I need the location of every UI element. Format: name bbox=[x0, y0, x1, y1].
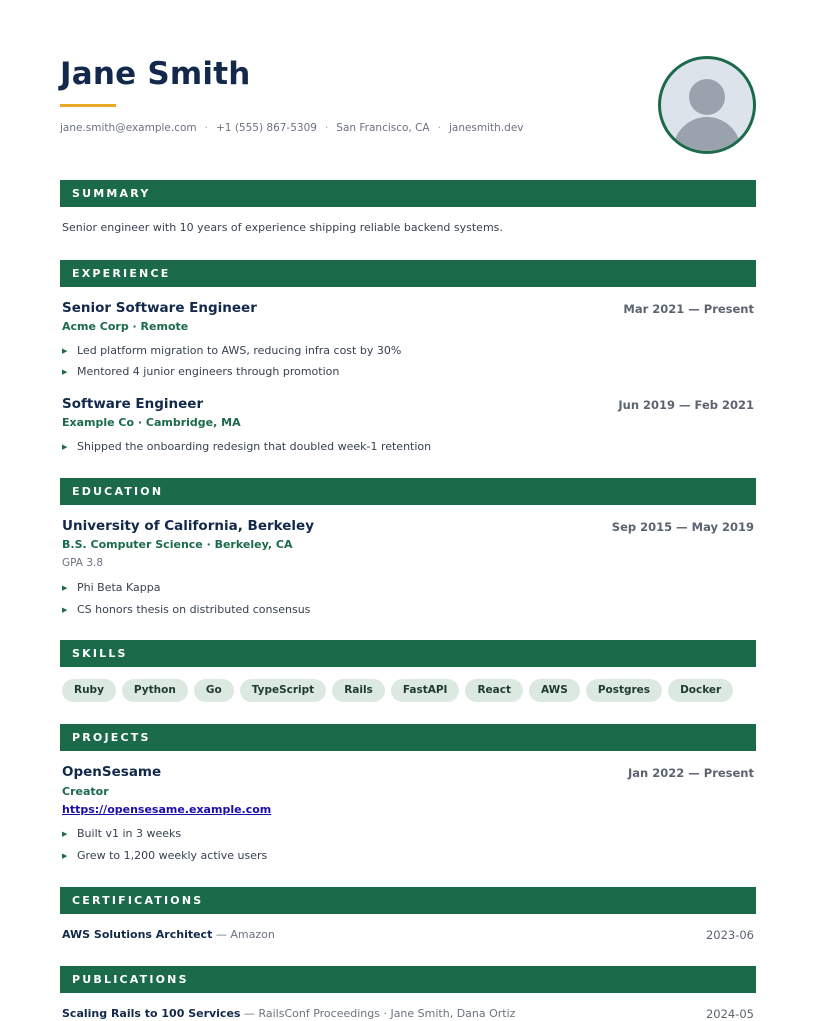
candidate-name: Jane Smith bbox=[60, 56, 251, 92]
publication-details: — RailsConf Proceedings · Jane Smith, Dana Ortiz bbox=[243, 1007, 516, 1020]
location: San Francisco, CA bbox=[336, 122, 430, 134]
project-name: OpenSesame bbox=[62, 764, 162, 780]
job-org: Acme Corp · Remote bbox=[62, 320, 189, 333]
summary-text: Senior engineer with 10 years of experience shipping reliable backend systems. bbox=[62, 221, 503, 234]
email: jane.smith@example.com bbox=[60, 122, 197, 134]
triangle-bullet-icon: ▶ bbox=[62, 606, 68, 614]
degree: B.S. Computer Science · Berkeley, CA bbox=[62, 538, 293, 551]
skill-chip: Python bbox=[122, 679, 188, 702]
skill-chip: FastAPI bbox=[391, 679, 460, 702]
resume-header bbox=[60, 56, 756, 160]
project-dates: Jan 2022 — Present bbox=[628, 766, 754, 780]
list-item: ▶ Built v1 in 3 weeks bbox=[62, 827, 182, 840]
gpa: GPA 3.8 bbox=[62, 557, 104, 569]
project-role: Creator bbox=[62, 785, 109, 798]
education-dates: Sep 2015 — May 2019 bbox=[611, 520, 754, 534]
job-title: Software Engineer bbox=[62, 396, 204, 412]
website: janesmith.dev bbox=[448, 122, 524, 134]
separator: · bbox=[324, 122, 329, 134]
publication-date: 2024-05 bbox=[705, 1007, 754, 1021]
section-experience-heading: EXPERIENCE bbox=[60, 260, 756, 287]
list-item: ▶ Grew to 1,200 weekly active users bbox=[62, 849, 268, 862]
list-item: ▶ Shipped the onboarding redesign that doubled week-1 retention bbox=[62, 440, 432, 453]
skills-list bbox=[62, 679, 733, 702]
job-dates: Jun 2019 — Feb 2021 bbox=[618, 398, 754, 412]
list-item: ▶ CS honors thesis on distributed consensus bbox=[62, 603, 311, 616]
section-skills-heading: SKILLS bbox=[60, 640, 756, 667]
triangle-bullet-icon: ▶ bbox=[62, 368, 68, 376]
certification-name: AWS Solutions Architect bbox=[62, 928, 213, 941]
separator: · bbox=[437, 122, 441, 134]
triangle-bullet-icon: ▶ bbox=[62, 347, 68, 355]
contact-line bbox=[60, 122, 524, 134]
triangle-bullet-icon: ▶ bbox=[62, 443, 68, 451]
skill-chip: Docker bbox=[668, 679, 733, 702]
job-org: Example Co · Cambridge, MA bbox=[62, 416, 241, 429]
separator: · bbox=[204, 122, 208, 134]
job-title: Senior Software Engineer bbox=[62, 300, 257, 316]
triangle-bullet-icon: ▶ bbox=[62, 852, 68, 860]
person-icon bbox=[661, 59, 753, 151]
publication-row bbox=[62, 1007, 754, 1020]
skill-chip: Go bbox=[194, 679, 234, 702]
certification-date: 2023-06 bbox=[705, 928, 754, 942]
section-projects-heading: PROJECTS bbox=[60, 724, 756, 751]
project-link[interactable]: https://opensesame.example.com bbox=[62, 803, 272, 816]
section-certifications-heading: CERTIFICATIONS bbox=[60, 887, 756, 914]
skill-chip: Ruby bbox=[62, 679, 116, 702]
skill-chip: React bbox=[465, 679, 523, 702]
avatar bbox=[658, 56, 756, 154]
skill-chip: Rails bbox=[332, 679, 385, 702]
name-underline bbox=[60, 104, 116, 107]
school-name: University of California, Berkeley bbox=[62, 518, 314, 534]
list-item: ▶ Mentored 4 junior engineers through promotion bbox=[62, 365, 340, 378]
triangle-bullet-icon: ▶ bbox=[62, 830, 68, 838]
section-education-heading: EDUCATION bbox=[60, 478, 756, 505]
certification-row bbox=[62, 928, 754, 941]
skill-chip: TypeScript bbox=[240, 679, 327, 702]
list-item: ▶ Phi Beta Kappa bbox=[62, 581, 161, 594]
job-dates: Mar 2021 — Present bbox=[623, 302, 754, 316]
section-publications-heading: PUBLICATIONS bbox=[60, 966, 756, 993]
skill-chip: AWS bbox=[529, 679, 580, 702]
list-item: ▶ Led platform migration to AWS, reducing infra cost by 30% bbox=[62, 344, 402, 357]
section-summary-heading: SUMMARY bbox=[60, 180, 756, 207]
triangle-bullet-icon: ▶ bbox=[62, 584, 68, 592]
certification-issuer: — Amazon bbox=[215, 928, 275, 941]
skill-chip: Postgres bbox=[586, 679, 662, 702]
phone: +1 (555) 867-5309 bbox=[216, 122, 317, 134]
publication-title: Scaling Rails to 100 Services bbox=[62, 1007, 241, 1020]
